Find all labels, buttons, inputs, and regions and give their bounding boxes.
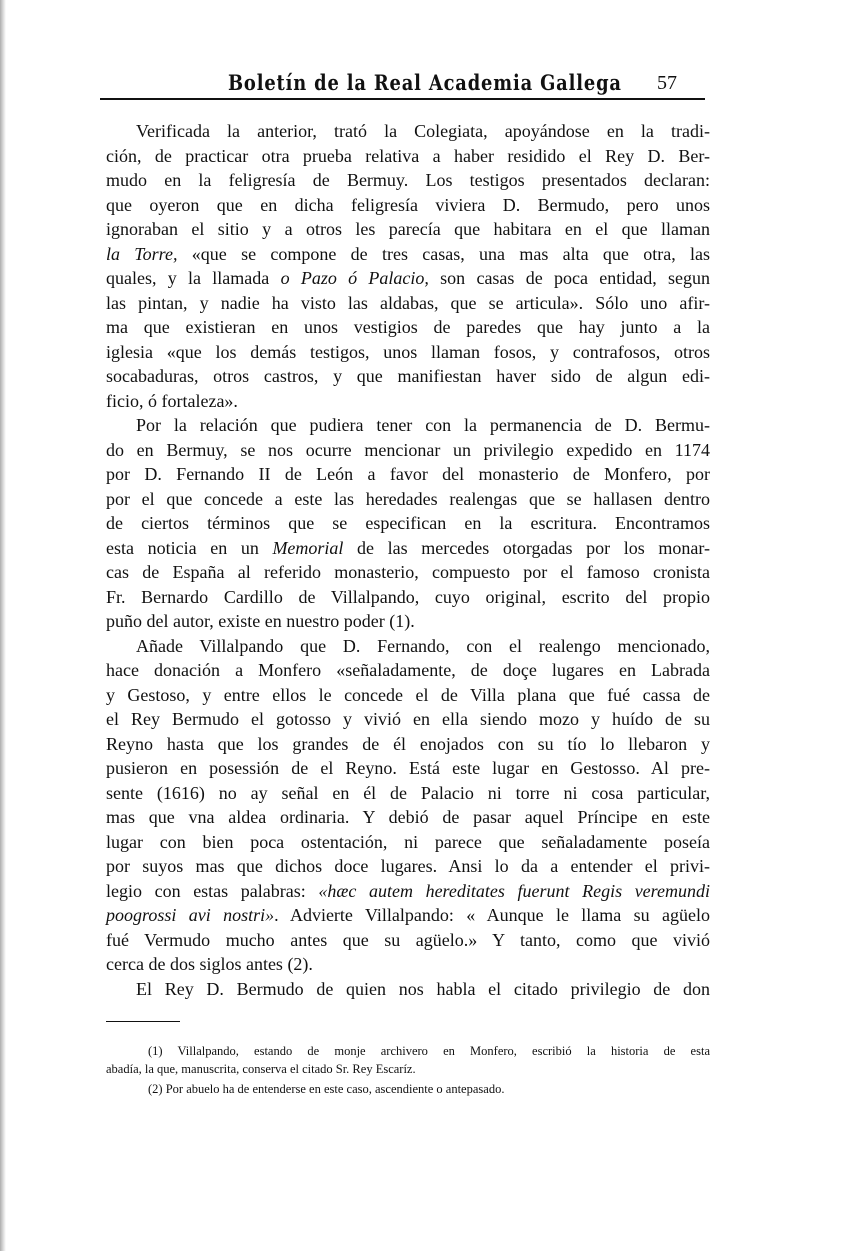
text-line: do en Bermuy, se nos ocurre mencionar un privilegio expedido en 1174 bbox=[106, 439, 710, 460]
text-line: por suyos mas que dichos doce lugares. Ansi lo da a entender el privi- bbox=[106, 856, 710, 876]
italic-text: poogrossi avi nostri» bbox=[106, 905, 275, 925]
text-line: y Gestoso, y entre ellos le concede el de Villa plana que fué cassa de bbox=[106, 684, 710, 705]
text-line: cerca de dos siglos antes (2). bbox=[106, 954, 313, 974]
text-line: iglesia «que los demás testigos, unos llaman fosos, y contrafosos, otros bbox=[106, 341, 710, 362]
italic-text: «hæc autem hereditates fuerunt Regis veremundi bbox=[318, 880, 710, 901]
text-line: Añade Villalpando que D. Fernando, con el realengo mencionado, bbox=[136, 635, 710, 656]
page-number: 57 bbox=[657, 72, 677, 94]
text-line: Verificada la anterior, trató la Colegiata, apoyándose en la tradi- bbox=[136, 121, 710, 141]
italic-text: o Pazo ó Palacio, bbox=[280, 268, 429, 288]
text-line: lugar con bien poca ostentación, ni parece que señaladamente poseía bbox=[106, 831, 710, 852]
text-line: Fr. Bernardo Cardillo de Villalpando, cuyo original, escrito del propio bbox=[106, 586, 710, 607]
text-line: que oyeron que en dicha feligresía viviera D. Bermudo, pero unos bbox=[106, 194, 710, 215]
text-line: ficio, ó fortaleza». bbox=[106, 390, 238, 411]
text-line: por D. Fernando II de León a favor del monasterio de Monfero, por bbox=[106, 464, 710, 484]
text-line: hace donación a Monfero «señaladamente, de doçe lugares en Labrada bbox=[106, 660, 710, 680]
text-line: pusieron en posessión de el Reyno. Está este lugar en Gestosso. Al pre- bbox=[106, 758, 710, 778]
journal-title: Boletín de la Real Academia Gallega bbox=[228, 70, 622, 95]
text-line: ción, de practicar otra prueba relativa a haber residido el Rey D. Ber- bbox=[106, 145, 710, 166]
text-line: cas de España al referido monasterio, compuesto por el famoso cronista bbox=[106, 562, 710, 582]
text-line: socabaduras, otros castros, y que manifiestan haver sido de algun edi- bbox=[106, 366, 710, 386]
footnote-line: (1) Villalpando, estando de monje archivero en Monfero, escribió la historia de esta bbox=[148, 1044, 710, 1058]
scan-edge bbox=[0, 0, 6, 1251]
text-line: quales, y la llamada o Pazo ó Palacio, son casas de poca entidad, segun bbox=[106, 268, 710, 288]
text-line: mudo en la feligresía de Bermuy. Los testigos presentados declaran: bbox=[106, 170, 710, 190]
text-line: de ciertos términos que se especifican en la escritura. Encontramos bbox=[106, 513, 710, 533]
text-line: Por la relación que pudiera tener con la permanencia de D. Bermu- bbox=[136, 415, 710, 435]
text-line: El Rey D. Bermudo de quien nos habla el citado privilegio de don bbox=[136, 978, 710, 999]
text-line: puño del autor, existe en nuestro poder (1). bbox=[106, 611, 415, 631]
text-line: las pintan, y nadie ha visto las aldabas, que se articula». Sólo uno afir- bbox=[106, 292, 710, 313]
italic-text: Memorial bbox=[272, 537, 344, 558]
footnote-rule bbox=[106, 1021, 180, 1022]
text-line: legio con estas palabras: «hæc autem hereditates fuerunt Regis veremundi bbox=[106, 880, 710, 901]
footnote-line: (2) Por abuelo ha de entenderse en este caso, ascendiente o antepasado. bbox=[148, 1082, 505, 1096]
text-line: el Rey Bermudo el gotosso y vivió en ella siendo mozo y huído de su bbox=[106, 709, 710, 729]
text-line: por el que concede a este las heredades realengas que se hallasen dentro bbox=[106, 488, 710, 509]
text-line: mas que vna aldea ordinaria. Y debió de pasar aquel Príncipe en este bbox=[106, 807, 710, 827]
text-line: fué Vermudo mucho antes que su agüelo.» Y tanto, como que vivió bbox=[106, 929, 710, 950]
italic-text: la Torre, bbox=[106, 243, 178, 264]
text-line: la Torre, «que se compone de tres casas, una mas alta que otra, las bbox=[106, 243, 710, 264]
text-line: esta noticia en un Memorial de las mercedes otorgadas por los monar- bbox=[106, 537, 710, 558]
text-line: ma que existieran en unos vestigios de paredes que hay junto a la bbox=[106, 317, 710, 337]
text-line: sente (1616) no ay señal en él de Palacio ni torre ni cosa particular, bbox=[106, 782, 710, 803]
text-line: poogrossi avi nostri». Advierte Villalpando: « Aunque le llama su agüelo bbox=[106, 905, 710, 925]
text-line: ignoraban el sitio y a otros les parecía que habitara en el que llaman bbox=[106, 219, 710, 239]
footnote-line: abadía, la que, manuscrita, conserva el citado Sr. Rey Escaríz. bbox=[106, 1062, 416, 1076]
running-header bbox=[100, 70, 705, 100]
text-line: Reyno hasta que los grandes de él enojados con su tío lo llebaron y bbox=[106, 733, 710, 754]
